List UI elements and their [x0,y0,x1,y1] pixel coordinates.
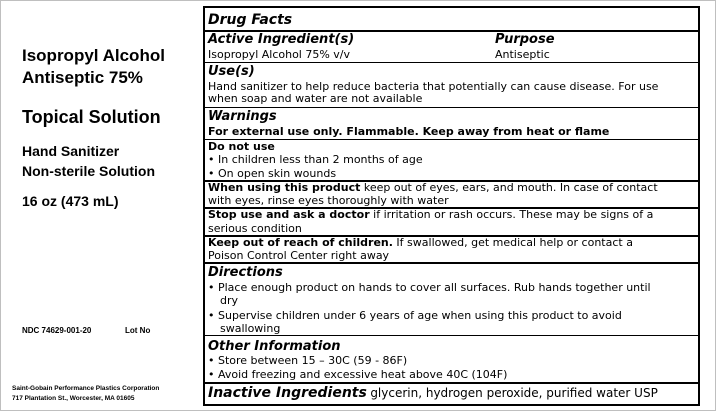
divider [205,62,698,63]
divider [205,262,698,264]
uses-text-line2: when soap and water are not available [208,92,423,105]
drug-facts-title: Drug Facts [208,12,293,28]
product-subtitle-line2: Non-sterile Solution [22,163,155,179]
other-information-item: • Avoid freezing and excessive heat above 40C (104F) [208,368,508,381]
keep-out-text: If swallowed, get medical help or contact a [392,236,633,249]
product-name-line1: Isopropyl Alcohol [22,46,165,65]
principal-display-panel [0,0,200,411]
other-information-item: • Store between 15 – 30C (59 - 86F) [208,354,408,367]
divider [205,382,698,384]
product-form: Topical Solution [22,107,161,127]
inactive-ingredients-line [208,386,658,401]
direction-item-line1: • Supervise children under 6 years of age when using this product to avoid [208,309,622,322]
warning-external-use: For external use only. Flammable. Keep away from heat or flame [208,125,610,138]
stop-use-text: if irritation or rash occurs. These may be signs of a [369,208,654,221]
product-subtitle-line1: Hand Sanitizer [22,143,120,159]
active-ingredients-heading: Active Ingredient(s) [208,32,355,47]
keep-out-text-line1 [208,237,633,249]
divider [205,139,698,140]
uses-heading: Use(s) [208,64,255,79]
direction-item-line1: • Place enough product on hands to cover all surfaces. Rub hands together until [208,281,651,294]
direction-item-line2: swallowing [220,322,281,335]
do-not-use-heading: Do not use [208,140,275,153]
do-not-use-item: • On open skin wounds [208,167,337,180]
stop-use-text-line1 [208,209,653,221]
net-contents: 16 oz (473 mL) [22,193,119,209]
ndc-number: NDC 74629-001-20 [22,326,92,335]
divider [205,335,698,336]
drug-facts-panel [203,6,700,406]
lot-number-label: Lot No [125,326,151,335]
when-using-text-line1 [208,182,658,194]
divider [205,107,698,108]
inactive-ingredients-text: glycerin, hydrogen peroxide, purified water USP [370,386,658,400]
purpose-text: Antiseptic [495,48,550,61]
warnings-heading: Warnings [208,109,277,124]
keep-out-heading: Keep out of reach of children. [208,236,393,249]
purpose-heading: Purpose [495,32,555,47]
when-using-text-line2: with eyes, rinse eyes thoroughly with water [208,194,449,207]
active-ingredient-text: Isopropyl Alcohol 75% v/v [208,48,351,61]
when-using-heading: When using this product [208,181,361,194]
company-address: 717 Plantation St., Worcester, MA 01605 [12,395,135,402]
inactive-ingredients-heading: Inactive Ingredients [208,385,367,401]
direction-item-line2: dry [220,294,239,307]
keep-out-text-line2: Poison Control Center right away [208,249,390,262]
product-name-line2: Antiseptic 75% [22,68,143,87]
stop-use-heading: Stop use and ask a doctor [208,208,370,221]
when-using-text: keep out of eyes, ears, and mouth. In case of contact [360,181,658,194]
do-not-use-item: • In children less than 2 months of age [208,153,423,166]
other-information-heading: Other Information [208,339,341,354]
directions-heading: Directions [208,265,283,280]
company-name: Saint-Gobain Performance Plastics Corporation [12,385,160,392]
stop-use-text-line2: serious condition [208,222,302,235]
uses-text-line1: Hand sanitizer to help reduce bacteria that potentially can cause disease. For use [208,80,659,93]
